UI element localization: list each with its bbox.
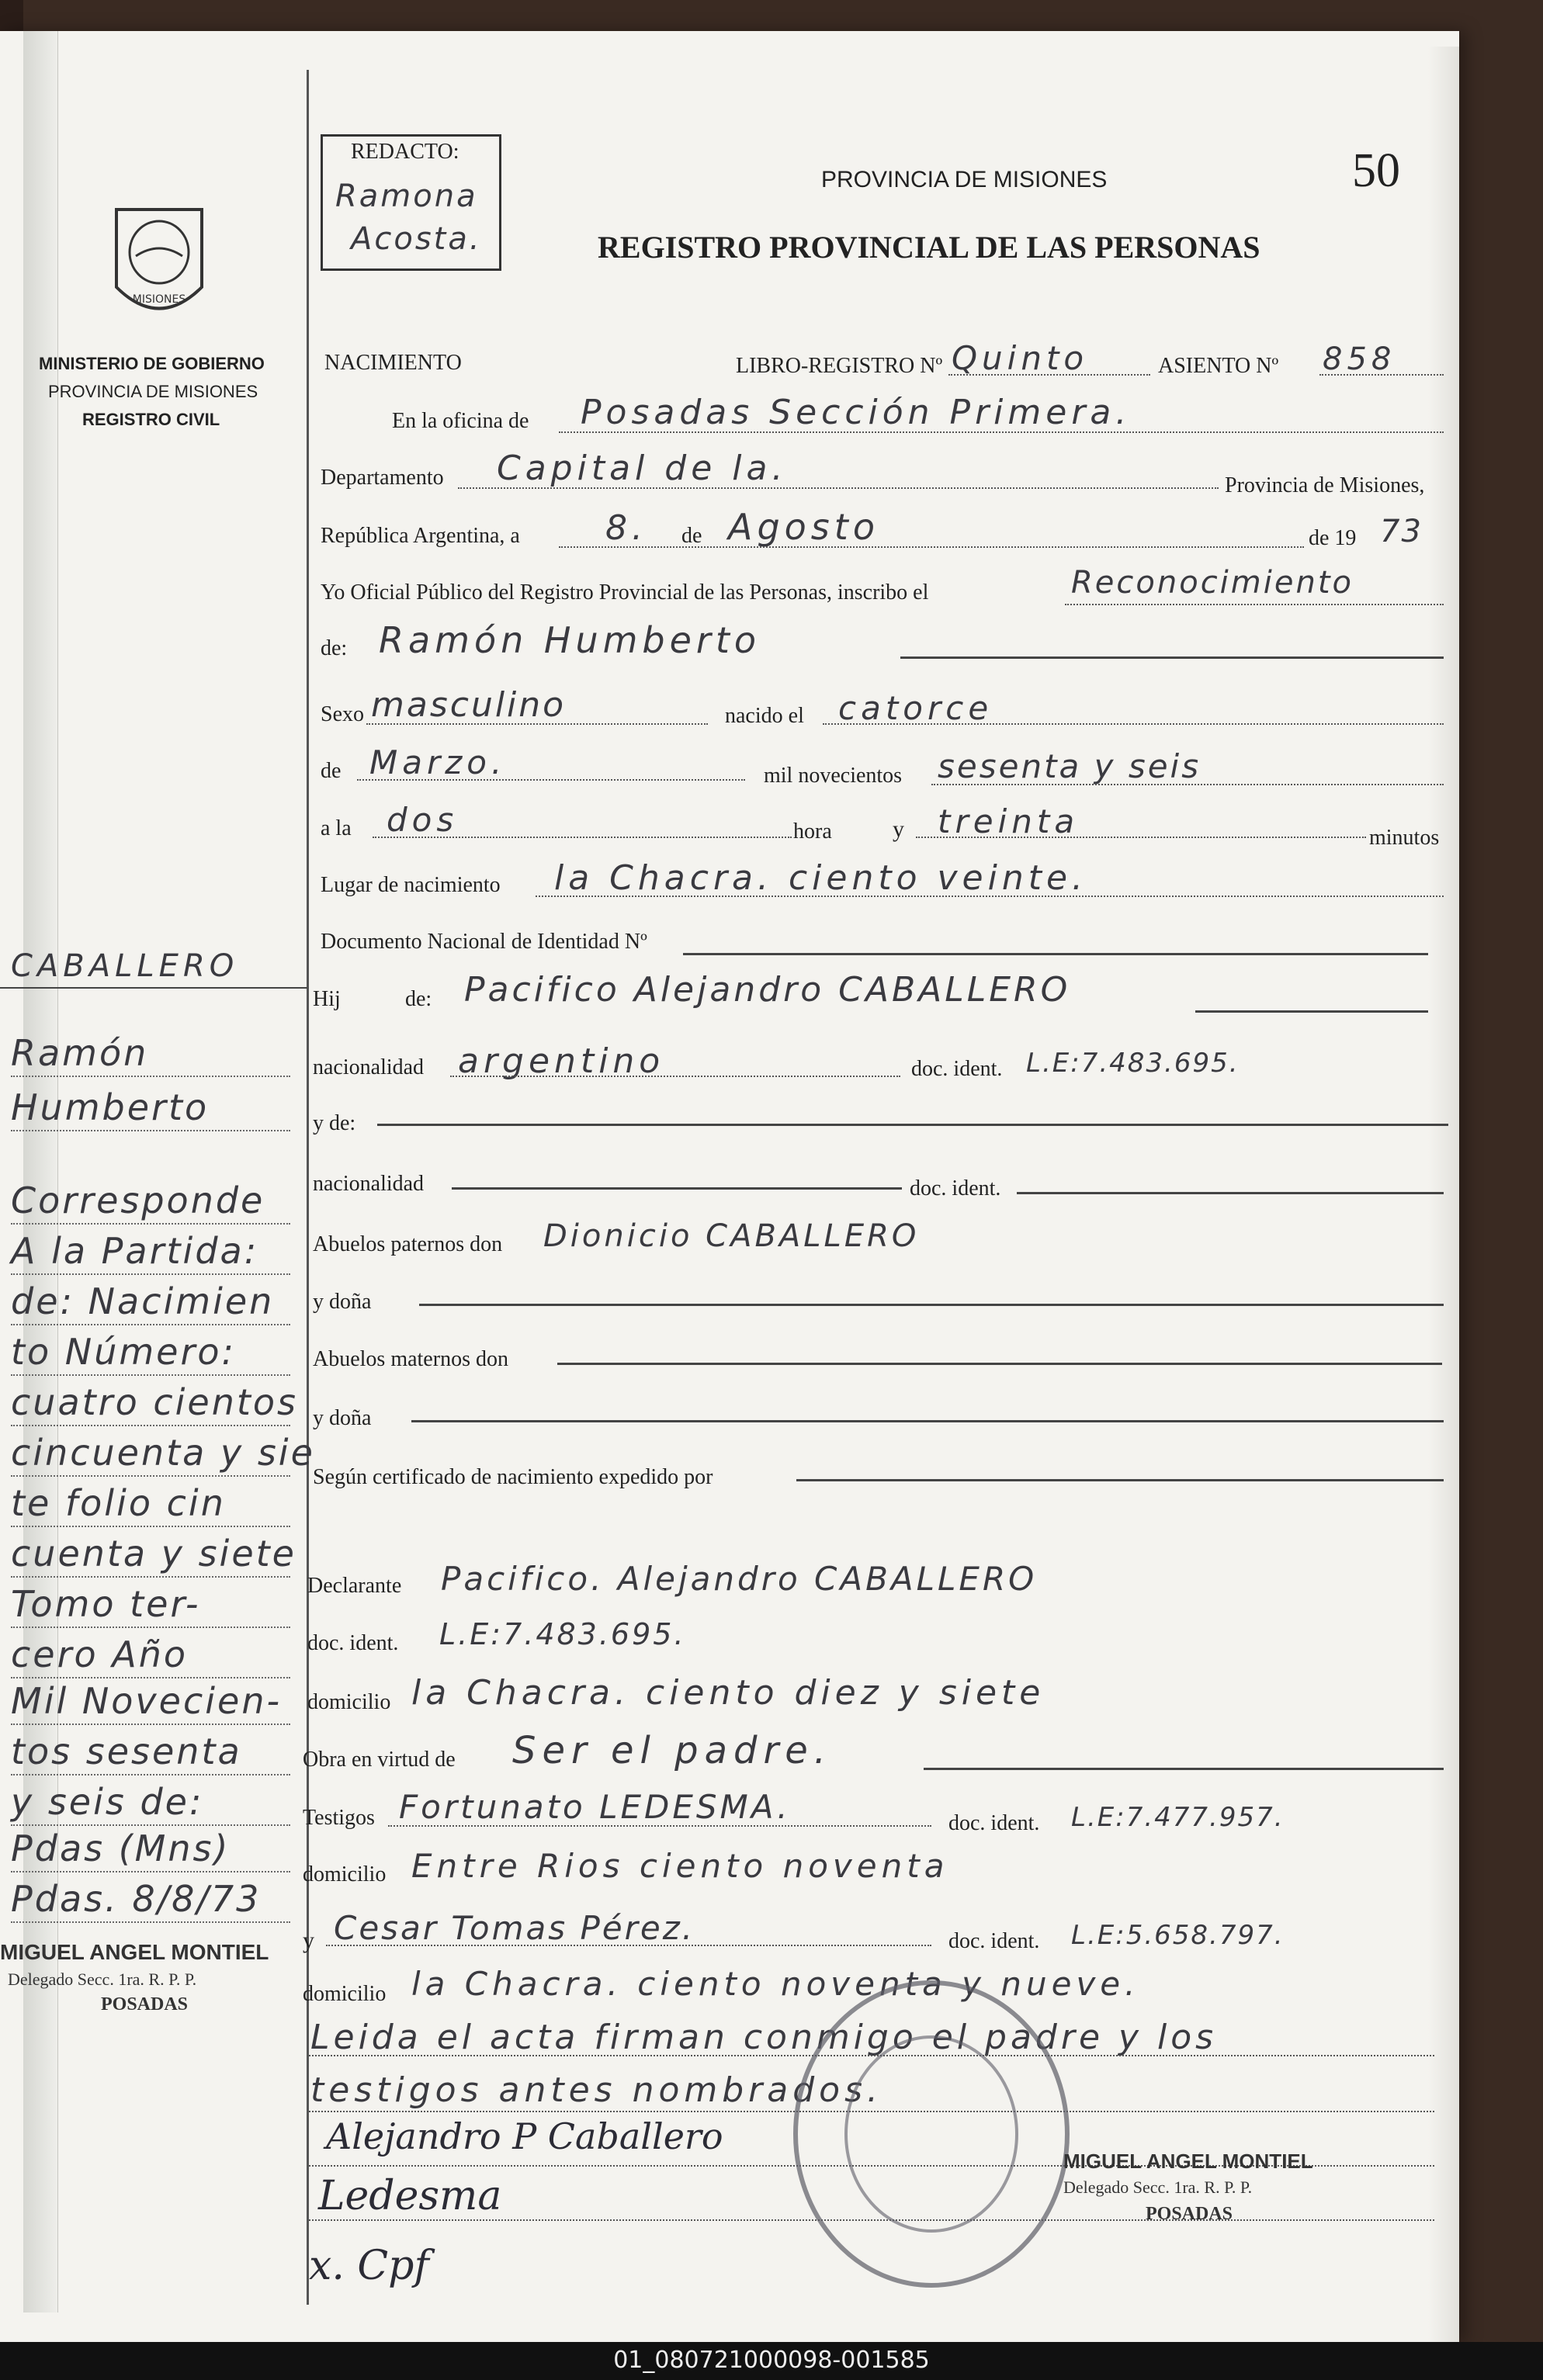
margin-divider — [307, 70, 309, 2305]
asiento-line — [1319, 374, 1444, 376]
ydona2-rule — [411, 1420, 1444, 1422]
docident2-rule — [1017, 1192, 1444, 1194]
margin-note-line: te folio cin — [11, 1482, 226, 1524]
libro-label: LIBRO-REGISTRO Nº — [736, 354, 943, 378]
obra-rule — [924, 1768, 1444, 1770]
y2-label: y — [303, 1928, 314, 1953]
libro-value: Quinto — [952, 339, 1089, 377]
margin-note-line: Ramón — [11, 1032, 149, 1074]
margin-rule — [11, 1576, 290, 1578]
margin-note-line: Pdas (Mns) — [11, 1827, 231, 1869]
declarante-label: Declarante — [307, 1574, 402, 1598]
ministry-line-1: MINISTERIO DE GOBIERNO — [39, 354, 265, 373]
margin-note-line: cincuenta y sie — [11, 1432, 315, 1474]
page-number: 50 — [1352, 144, 1400, 197]
margin-rule — [11, 1425, 290, 1426]
margin-rule — [11, 1824, 290, 1826]
redacto-name-1: Ramona — [335, 178, 478, 214]
margin-stamp-name: MIGUEL ANGEL MONTIEL — [0, 1940, 269, 1964]
official-stamp-title: Delegado Secc. 1ra. R. P. P. — [1063, 2177, 1253, 2197]
margin-note-line: cero Año — [11, 1633, 189, 1675]
official-stamp-name: MIGUEL ANGEL MONTIEL — [1063, 2150, 1313, 2173]
redacto-label: REDACTO: — [351, 140, 459, 164]
docid-label: doc. ident. — [307, 1631, 399, 1655]
margin-rule — [11, 1223, 290, 1225]
asiento-value: 858 — [1323, 341, 1396, 377]
name-value: Ramón Humberto — [379, 619, 761, 661]
hora-value: dos — [387, 801, 459, 839]
segun-rule — [796, 1479, 1444, 1481]
margin-rule — [11, 1374, 290, 1376]
margin-surname-rule — [0, 987, 307, 989]
padre-doc-value: L.E:7.483.695. — [1026, 1048, 1240, 1079]
abuelos-p-label: Abuelos paternos don — [313, 1232, 503, 1256]
inscribo-value: Reconocimiento — [1071, 565, 1354, 601]
page-edge — [1428, 47, 1459, 2344]
margin-rule — [11, 1774, 290, 1775]
margin-rule — [11, 1677, 290, 1678]
yde-label: y de: — [313, 1111, 356, 1135]
sexo-value: masculino — [371, 685, 567, 725]
leida-line-2: testigos antes nombrados. — [310, 2070, 882, 2110]
nacimiento-label: NACIMIENTO — [324, 351, 462, 375]
madre-rule — [377, 1124, 1448, 1126]
nacido-line — [823, 723, 1444, 725]
ydona-rule — [419, 1304, 1444, 1306]
margin-rule — [11, 1871, 290, 1872]
hora-label: hora — [793, 819, 832, 844]
domicilio2-label: domicilio — [303, 1862, 387, 1886]
margin-note-line: y seis de: — [11, 1781, 204, 1823]
lugar-value: la Chacra. ciento veinte. — [554, 858, 1088, 898]
testigo2-doc: L.E:5.658.797. — [1071, 1920, 1285, 1951]
ministry-line-2: PROVINCIA DE MISIONES — [48, 382, 258, 401]
domicilio-value: la Chacra. ciento diez y siete — [411, 1673, 1045, 1713]
mil-value: sesenta y seis — [938, 747, 1201, 785]
dni-rule — [683, 953, 1428, 955]
mes-nac-line — [357, 779, 745, 781]
margin-note-line: cuenta y siete — [11, 1533, 296, 1575]
departamento-label: Departamento — [321, 466, 444, 490]
de-label: de — [681, 524, 702, 548]
margin-note-line: A la Partida: — [11, 1230, 259, 1272]
hijo-label: Hij — [313, 987, 341, 1011]
docident-label: doc. ident. — [911, 1057, 1003, 1081]
hora-line — [373, 837, 792, 838]
departamento-line — [458, 487, 1219, 489]
de-year-label: de 19 — [1309, 526, 1357, 550]
min-value: treinta — [938, 802, 1080, 840]
dni-label: Documento Nacional de Identidad Nº — [321, 930, 647, 954]
padre-value: Pacifico Alejandro CABALLERO — [464, 970, 1071, 1010]
de-mes-label: de — [321, 759, 342, 783]
fecha-line — [559, 546, 1304, 548]
mil-label: mil novecientos — [764, 764, 903, 788]
signature-perez: x. Cpf — [309, 2243, 429, 2289]
margin-note-line: tos sesenta — [11, 1730, 242, 1772]
libro-line — [948, 374, 1150, 376]
oficina-label: En la oficina de — [392, 409, 529, 433]
nacido-label: nacido el — [725, 704, 804, 728]
docident2-label: doc. ident. — [910, 1176, 1001, 1200]
testigo2-line — [326, 1945, 931, 1946]
registry-heading: REGISTRO PROVINCIAL DE LAS PERSONAS — [598, 230, 1260, 265]
inscribo-line — [1065, 604, 1444, 605]
margin-rule — [11, 1724, 290, 1725]
testigo1-dom: Entre Rios ciento noventa — [411, 1847, 949, 1885]
margin-rule — [11, 1130, 290, 1131]
dia-value: 8. — [605, 508, 647, 548]
margin-rule — [11, 1324, 290, 1325]
nac-value: argentino — [458, 1041, 665, 1081]
testigo1-doc: L.E:7.477.957. — [1071, 1802, 1285, 1833]
margin-note-line: Mil Novecien- — [11, 1680, 283, 1722]
sexo-line — [366, 723, 708, 725]
nacido-value: catorce — [838, 689, 993, 727]
de-name-label: de: — [321, 636, 348, 660]
docident3-label: doc. ident. — [948, 1811, 1040, 1835]
sexo-label: Sexo — [321, 702, 364, 726]
redacto-name-2: Acosta. — [351, 221, 482, 257]
ministry-line-3: REGISTRO CIVIL — [82, 410, 220, 429]
lugar-label: Lugar de nacimiento — [321, 873, 501, 897]
registry-stamp-icon — [784, 1971, 1079, 2297]
margin-surname: CABALLERO — [11, 948, 239, 984]
province-heading: PROVINCIA DE MISIONES — [821, 167, 1108, 192]
provincial-seal-icon — [101, 194, 217, 334]
margin-note-line: de: Nacimien — [11, 1280, 275, 1322]
republica-label: República Argentina, a — [321, 524, 520, 548]
testigo1-line — [388, 1825, 931, 1827]
nac-line — [450, 1076, 900, 1077]
oficina-value: Posadas Sección Primera. — [581, 393, 1132, 432]
margin-stamp-title: Delegado Secc. 1ra. R. P. P. — [8, 1969, 197, 1989]
abuelos-p-value: Dionicio CABALLERO — [543, 1218, 920, 1254]
testigo2-dom: la Chacra. ciento noventa y nueve. — [411, 1965, 1140, 2003]
margin-rule — [11, 1273, 290, 1275]
mes-nac-value: Marzo. — [369, 743, 507, 781]
abuelos-m-label: Abuelos maternos don — [313, 1347, 508, 1371]
declarante-doc: L.E:7.483.695. — [439, 1617, 686, 1651]
testigo2-value: Cesar Tomas Pérez. — [334, 1909, 695, 1947]
departamento-value: Capital de la. — [497, 449, 788, 488]
svg-text:MISIONES: MISIONES — [132, 293, 186, 306]
mes-value: Agosto — [728, 506, 879, 548]
lugar-line — [536, 896, 1444, 897]
margin-rule — [11, 1921, 290, 1923]
ydona-label: y doña — [313, 1290, 372, 1314]
official-stamp-city: POSADAS — [1146, 2204, 1233, 2224]
signature-padre: Alejandro P Caballero — [326, 2115, 723, 2157]
testigos-label: Testigos — [303, 1806, 375, 1830]
oficina-line — [559, 431, 1444, 433]
nac2-label: nacionalidad — [313, 1172, 425, 1196]
margin-note-line: Pdas. 8/8/73 — [11, 1878, 262, 1920]
ydona2-label: y doña — [313, 1406, 372, 1430]
abuelos-m-rule — [557, 1363, 1442, 1365]
margin-note-line: Corresponde — [11, 1180, 265, 1221]
domicilio-label: domicilio — [307, 1690, 391, 1714]
margin-rule — [11, 1076, 290, 1077]
nac2-rule — [452, 1187, 902, 1190]
ala-label: a la — [321, 816, 352, 840]
obra-label: Obra en virtud de — [303, 1748, 456, 1772]
margin-rule — [11, 1475, 290, 1477]
testigo1-value: Fortunato LEDESMA. — [399, 1788, 791, 1826]
oficial-text: Yo Oficial Público del Registro Provincial de las Personas, inscribo el — [321, 580, 929, 605]
y-label: y — [893, 816, 904, 842]
segun-label: Según certificado de nacimiento expedido por — [313, 1465, 713, 1489]
name-rule — [900, 656, 1444, 659]
padre-rule — [1195, 1010, 1428, 1013]
margin-note-line: cuatro cientos — [11, 1381, 299, 1423]
margin-rule — [11, 1526, 290, 1527]
margin-note-line: to Número: — [11, 1331, 237, 1373]
signature-ledesma: Ledesma — [318, 2173, 502, 2219]
mil-line — [931, 784, 1444, 785]
asiento-label: ASIENTO Nº — [1158, 354, 1279, 378]
obra-value: Ser el padre. — [512, 1729, 832, 1772]
domicilio3-label: domicilio — [303, 1982, 387, 2006]
margin-note-line: Humberto — [11, 1086, 210, 1128]
declarante-value: Pacifico. Alejandro CABALLERO — [441, 1560, 1038, 1598]
margin-rule — [11, 1627, 290, 1628]
nac-label: nacionalidad — [313, 1055, 425, 1079]
footer-id: 01_080721000098-001585 — [613, 2347, 930, 2374]
docident4-label: doc. ident. — [948, 1929, 1040, 1953]
margin-note-line: Tomo ter- — [11, 1583, 201, 1625]
min-line — [916, 837, 1366, 838]
provincia-suffix: Provincia de Misiones, — [1225, 473, 1425, 497]
hijo-de-label: de: — [405, 987, 432, 1011]
margin-stamp-city: POSADAS — [101, 1994, 189, 2015]
minutos-label: minutos — [1369, 826, 1440, 850]
leida-line-1: Leida el acta firman conmigo el padre y los — [310, 2018, 1218, 2057]
year-value: 73 — [1380, 514, 1423, 549]
